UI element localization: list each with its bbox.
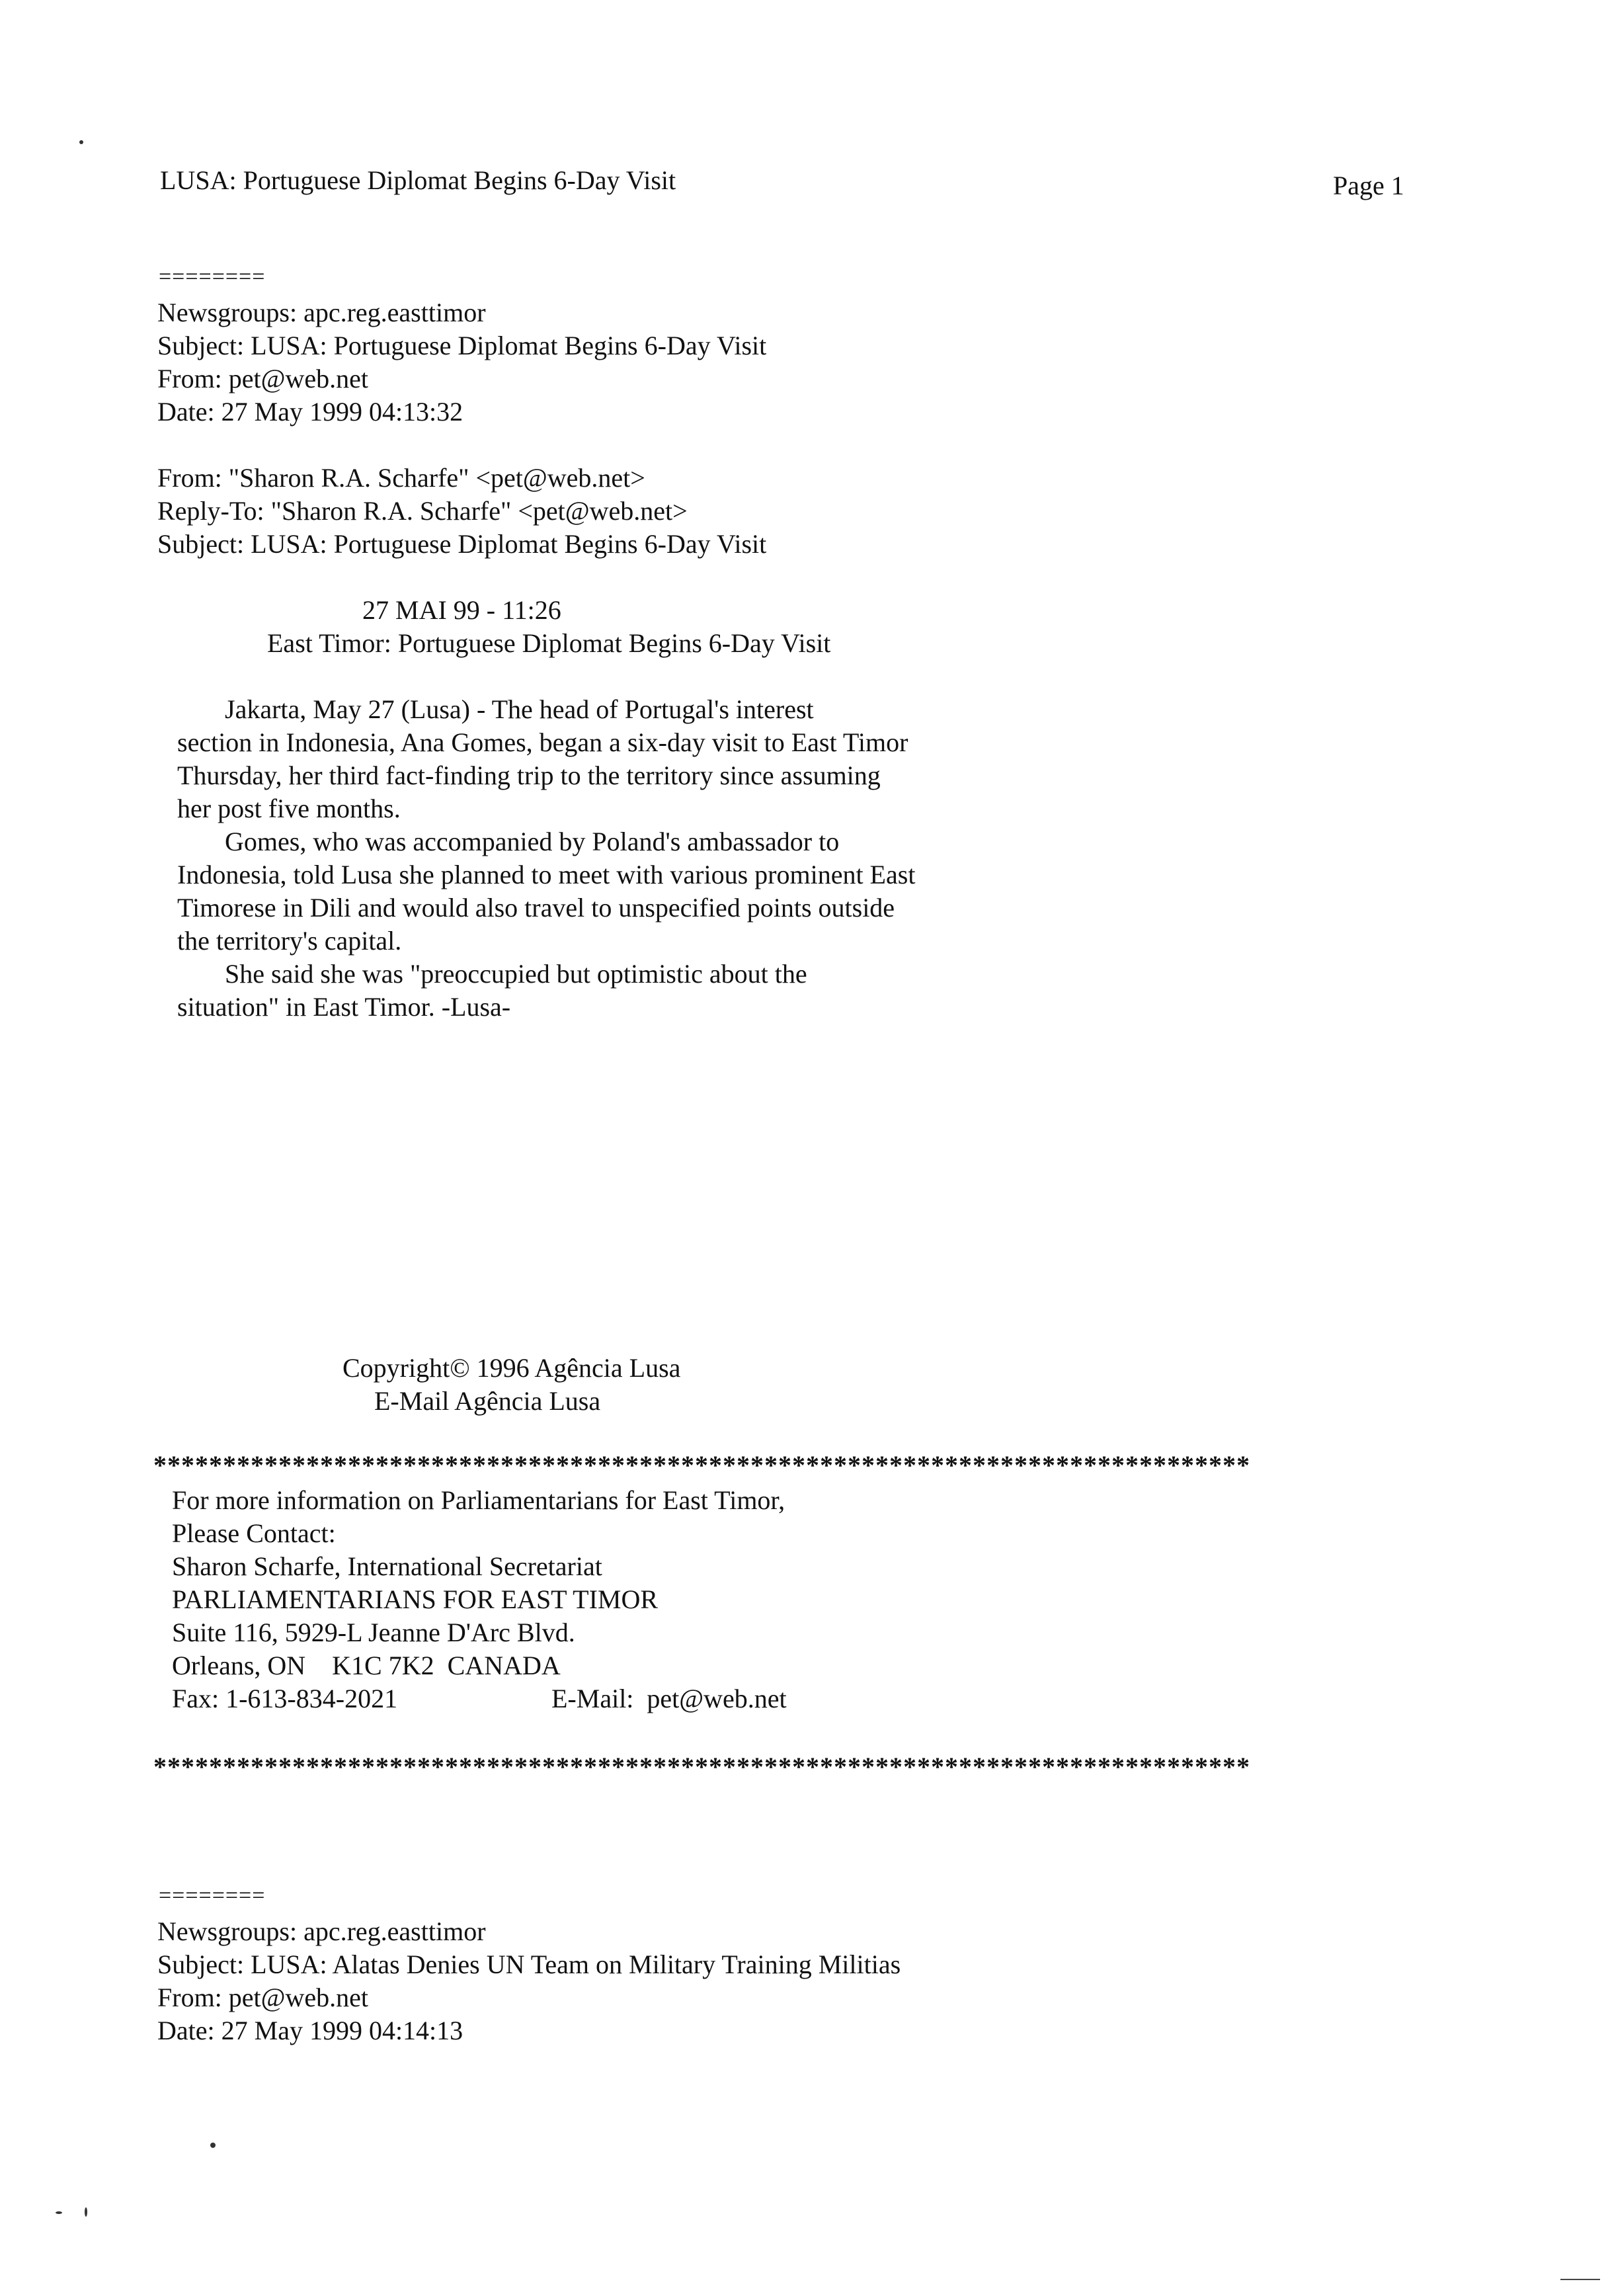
subject-line: Subject: LUSA: Alatas Denies UN Team on Military Training Militias (157, 1949, 901, 1979)
article-line: Jakarta, May 27 (Lusa) - The head of Portugal's interest (225, 694, 814, 724)
subject-repeat-line: Subject: LUSA: Portuguese Diplomat Begins 6-Day Visit (157, 529, 767, 559)
from-line: From: pet@web.net (157, 1983, 369, 2012)
scan-speck (85, 2207, 87, 2217)
from-line: From: pet@web.net (157, 364, 369, 393)
contact-line: Please Contact: (172, 1518, 336, 1548)
fax-line: Fax: 1-613-834-2021 (172, 1684, 398, 1713)
contact-line: Orleans, ON K1C 7K2 CANADA (172, 1651, 561, 1680)
asterisk-divider-bottom: ******************************************************************************* (153, 1752, 1250, 1782)
article-line: situation" in East Timor. -Lusa- (177, 992, 511, 1022)
contact-email-line: E-Mail: pet@web.net (551, 1684, 787, 1713)
date-line: Date: 27 May 1999 04:13:32 (157, 397, 463, 427)
contact-line: PARLIAMENTARIANS FOR EAST TIMOR (172, 1584, 659, 1614)
message-separator: ======== (159, 265, 266, 289)
article-line: Indonesia, told Lusa she planned to meet with various prominent East (177, 860, 916, 889)
from-full-line: From: "Sharon R.A. Scharfe" <pet@web.net> (157, 463, 645, 493)
article-headline: East Timor: Portuguese Diplomat Begins 6-Day Visit (267, 628, 831, 658)
scan-edge-mark (1560, 2279, 1600, 2280)
article-line: Timorese in Dili and would also travel to unspecified points outside (177, 893, 895, 922)
article-line: She said she was "preoccupied but optimistic about the (225, 959, 807, 989)
scan-speck (56, 2211, 62, 2214)
page-number: Page 1 (1333, 171, 1404, 200)
newsgroups-line: Newsgroups: apc.reg.easttimor (157, 298, 486, 327)
article-dateline: 27 MAI 99 - 11:26 (362, 595, 561, 625)
scan-speck (79, 140, 83, 144)
subject-line: Subject: LUSA: Portuguese Diplomat Begins 6-Day Visit (157, 331, 767, 360)
agency-email-line: E-Mail Agência Lusa (374, 1386, 601, 1416)
reply-to-line: Reply-To: "Sharon R.A. Scharfe" <pet@web.net> (157, 496, 688, 526)
copyright-line: Copyright© 1996 Agência Lusa (342, 1353, 681, 1383)
scan-speck (210, 2143, 216, 2148)
asterisk-divider-top: ******************************************************************************* (153, 1450, 1250, 1480)
message-separator: ======== (159, 1883, 266, 1908)
article-line: her post five months. (177, 794, 401, 823)
contact-line: Sharon Scharfe, International Secretariat (172, 1551, 602, 1581)
date-line: Date: 27 May 1999 04:14:13 (157, 2016, 463, 2045)
contact-line: For more information on Parliamentarians for East Timor, (172, 1485, 785, 1515)
article-line: Gomes, who was accompanied by Poland's ambassador to (225, 827, 840, 856)
article-line: Thursday, her third fact-finding trip to the territory since assuming (177, 760, 881, 790)
article-line: section in Indonesia, Ana Gomes, began a six-day visit to East Timor (177, 727, 908, 757)
contact-line: Suite 116, 5929-L Jeanne D'Arc Blvd. (172, 1618, 575, 1647)
newsgroups-line: Newsgroups: apc.reg.easttimor (157, 1916, 486, 1946)
document-title: LUSA: Portuguese Diplomat Begins 6-Day Visit (160, 165, 676, 195)
article-line: the territory's capital. (177, 926, 402, 956)
